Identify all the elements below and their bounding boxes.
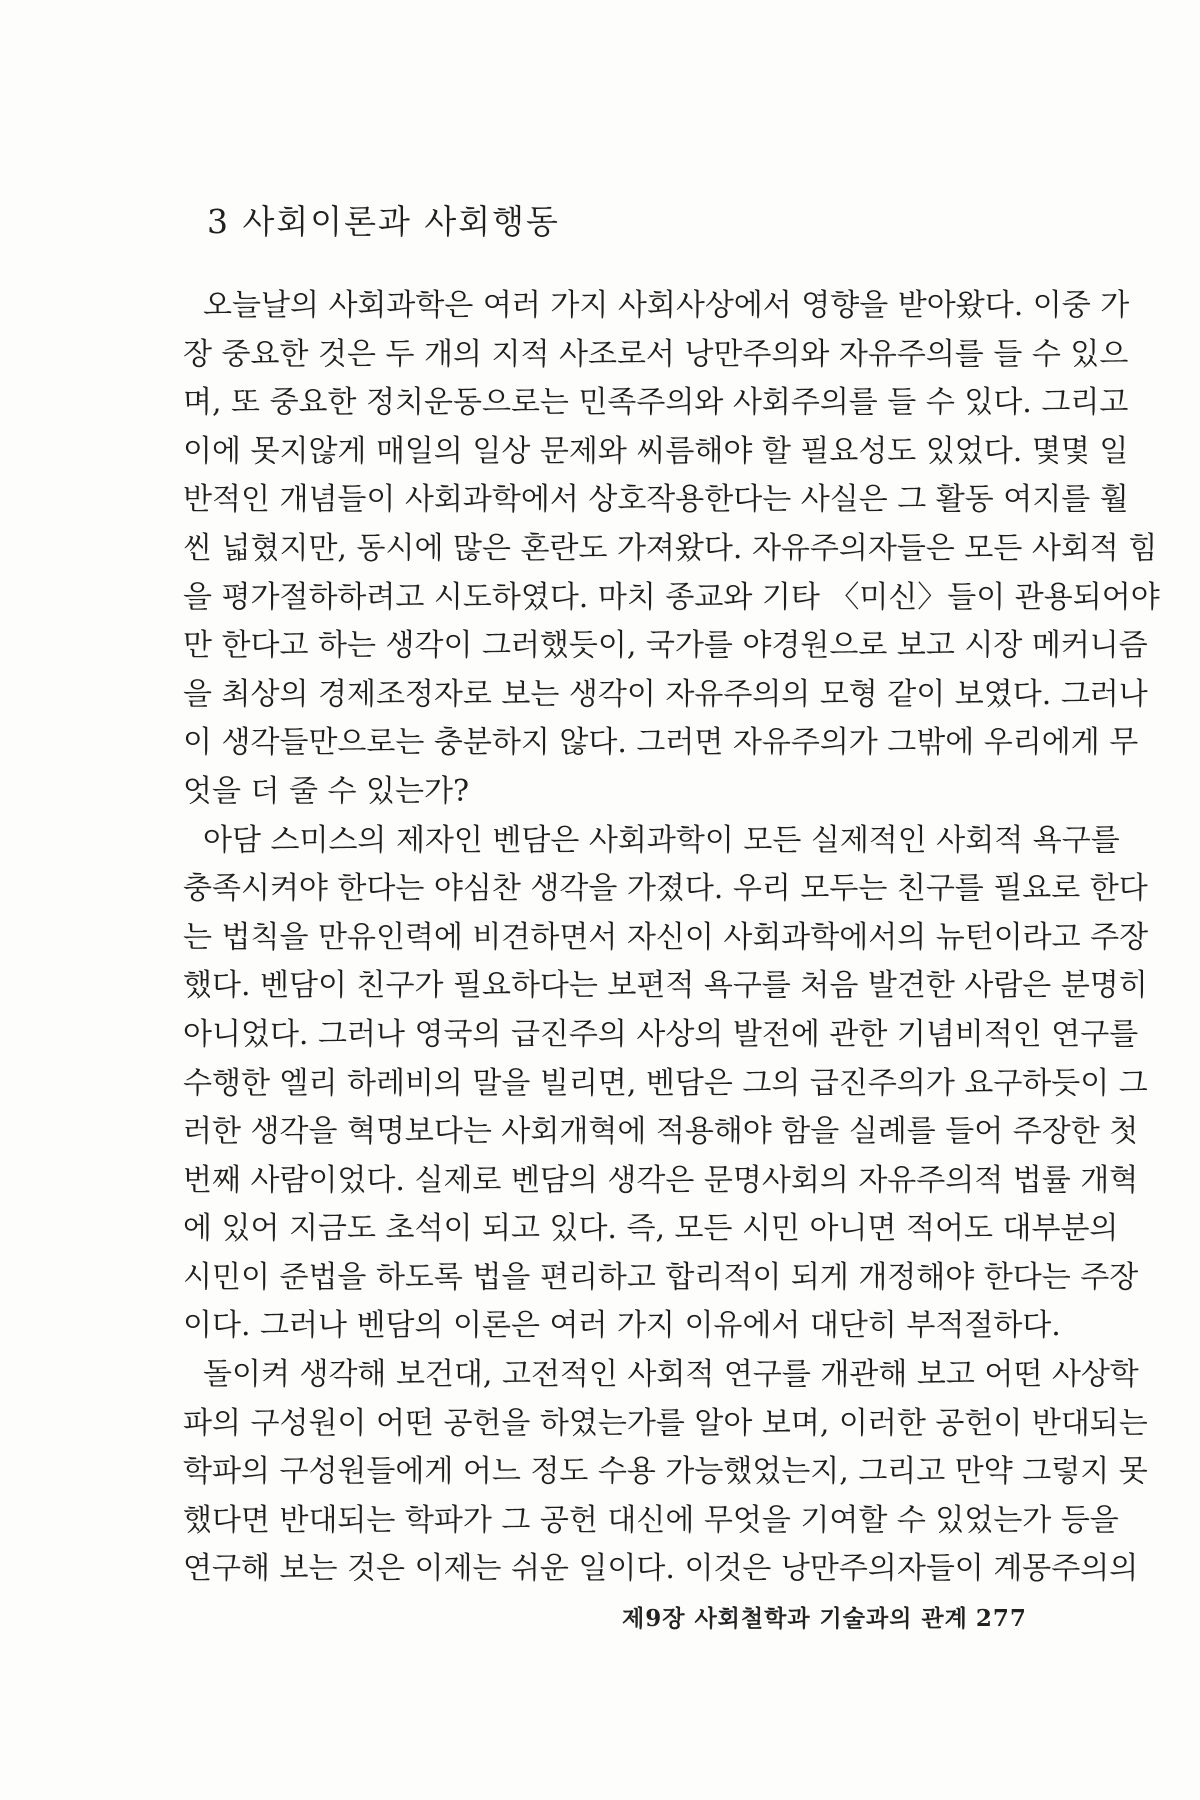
- running-footer: [622, 1600, 1027, 1633]
- text-line: 러한 생각을 혁명보다는 사회개혁에 적용해야 함을 실례를 들어 주장한 첫: [183, 1114, 1139, 1150]
- text-line: 을 평가절하하려고 시도하였다. 마치 종교와 기타 〈미신〉들이 관용되어야: [183, 579, 1160, 615]
- text-line: 수행한 엘리 하레비의 말을 빌리면, 벤담은 그의 급진주의가 요구하듯이 그: [183, 1065, 1148, 1101]
- text-line: 이에 못지않게 매일의 일상 문제와 씨름해야 할 필요성도 있었다. 몇몇 일: [183, 433, 1129, 469]
- text-line: 번째 사람이었다. 실제로 벤담의 생각은 문명사회의 자유주의적 법률 개혁: [183, 1162, 1139, 1198]
- text-line: 을 최상의 경제조정자로 보는 생각이 자유주의의 모형 같이 보였다. 그러나: [183, 676, 1148, 712]
- text-line: 오늘날의 사회과학은 여러 가지 사회사상에서 영향을 받아왔다. 이중 가: [203, 288, 1130, 323]
- body-text: [183, 282, 1160, 1594]
- text-line: 만 한다고 하는 생각이 그러했듯이, 국가를 야경원으로 보고 시장 메커니즘: [183, 628, 1148, 664]
- text-line: 씬 넓혔지만, 동시에 많은 혼란도 가져왔다. 자유주의자들은 모든 사회적 힘: [183, 530, 1158, 566]
- text-line: 는 법칙을 만유인력에 비견하면서 자신이 사회과학에서의 뉴턴이라고 주장: [183, 919, 1149, 955]
- text-line: 충족시켜야 한다는 야심찬 생각을 가졌다. 우리 모두는 친구를 필요로 한다: [183, 871, 1148, 907]
- text-line: 엇을 더 줄 수 있는가?: [183, 773, 470, 809]
- text-line: 에 있어 지금도 초석이 되고 있다. 즉, 모든 시민 아니면 적어도 대부분의: [183, 1211, 1119, 1247]
- text-line: 했다면 반대되는 학파가 그 공헌 대신에 무엇을 기여할 수 있었는가 등을: [183, 1502, 1119, 1538]
- text-line: 했다. 벤담이 친구가 필요하다는 보편적 욕구를 처음 발견한 사람은 분명히: [183, 968, 1148, 1004]
- page-number: 277: [975, 1605, 1027, 1632]
- text-line: 아니었다. 그러나 영국의 급진주의 사상의 발전에 관한 기념비적인 연구를: [183, 1016, 1139, 1052]
- text-line: 돌이켜 생각해 보건대, 고전적인 사회적 연구를 개관해 보고 어떤 사상학: [203, 1357, 1139, 1393]
- chapter-title: 제9장 사회철학과 기술과의 관계: [622, 1605, 968, 1632]
- text-line: 장 중요한 것은 두 개의 지적 사조로서 낭만주의와 자유주의를 들 수 있으: [183, 336, 1129, 372]
- text-line: 이 생각들만으로는 충분하지 않다. 그러면 자유주의가 그밖에 우리에게 무: [183, 725, 1139, 761]
- section-heading: 3 사회이론과 사회행동: [207, 202, 560, 241]
- text-line: 학파의 구성원들에게 어느 정도 수용 가능했었는지, 그리고 만약 그렇지 못: [183, 1454, 1148, 1490]
- text-line: 며, 또 중요한 정치운동으로는 민족주의와 사회주의를 들 수 있다. 그리고: [183, 385, 1129, 421]
- text-line: 연구해 보는 것은 이제는 쉬운 일이다. 이것은 낭만주의자들이 계몽주의의: [183, 1551, 1139, 1587]
- text-line: 아담 스미스의 제자인 벤담은 사회과학이 모든 실제적인 사회적 욕구를: [203, 822, 1120, 858]
- text-line: 파의 구성원이 어떤 공헌을 하였는가를 알아 보며, 이러한 공헌이 반대되는: [183, 1405, 1148, 1441]
- text-line: 반적인 개념들이 사회과학에서 상호작용한다는 사실은 그 활동 여지를 훨: [183, 482, 1129, 518]
- text-line: 시민이 준법을 하도록 법을 편리하고 합리적이 되게 개정해야 한다는 주장: [183, 1259, 1139, 1295]
- text-line: 이다. 그러나 벤담의 이론은 여러 가지 이유에서 대단히 부적절하다.: [183, 1308, 1061, 1344]
